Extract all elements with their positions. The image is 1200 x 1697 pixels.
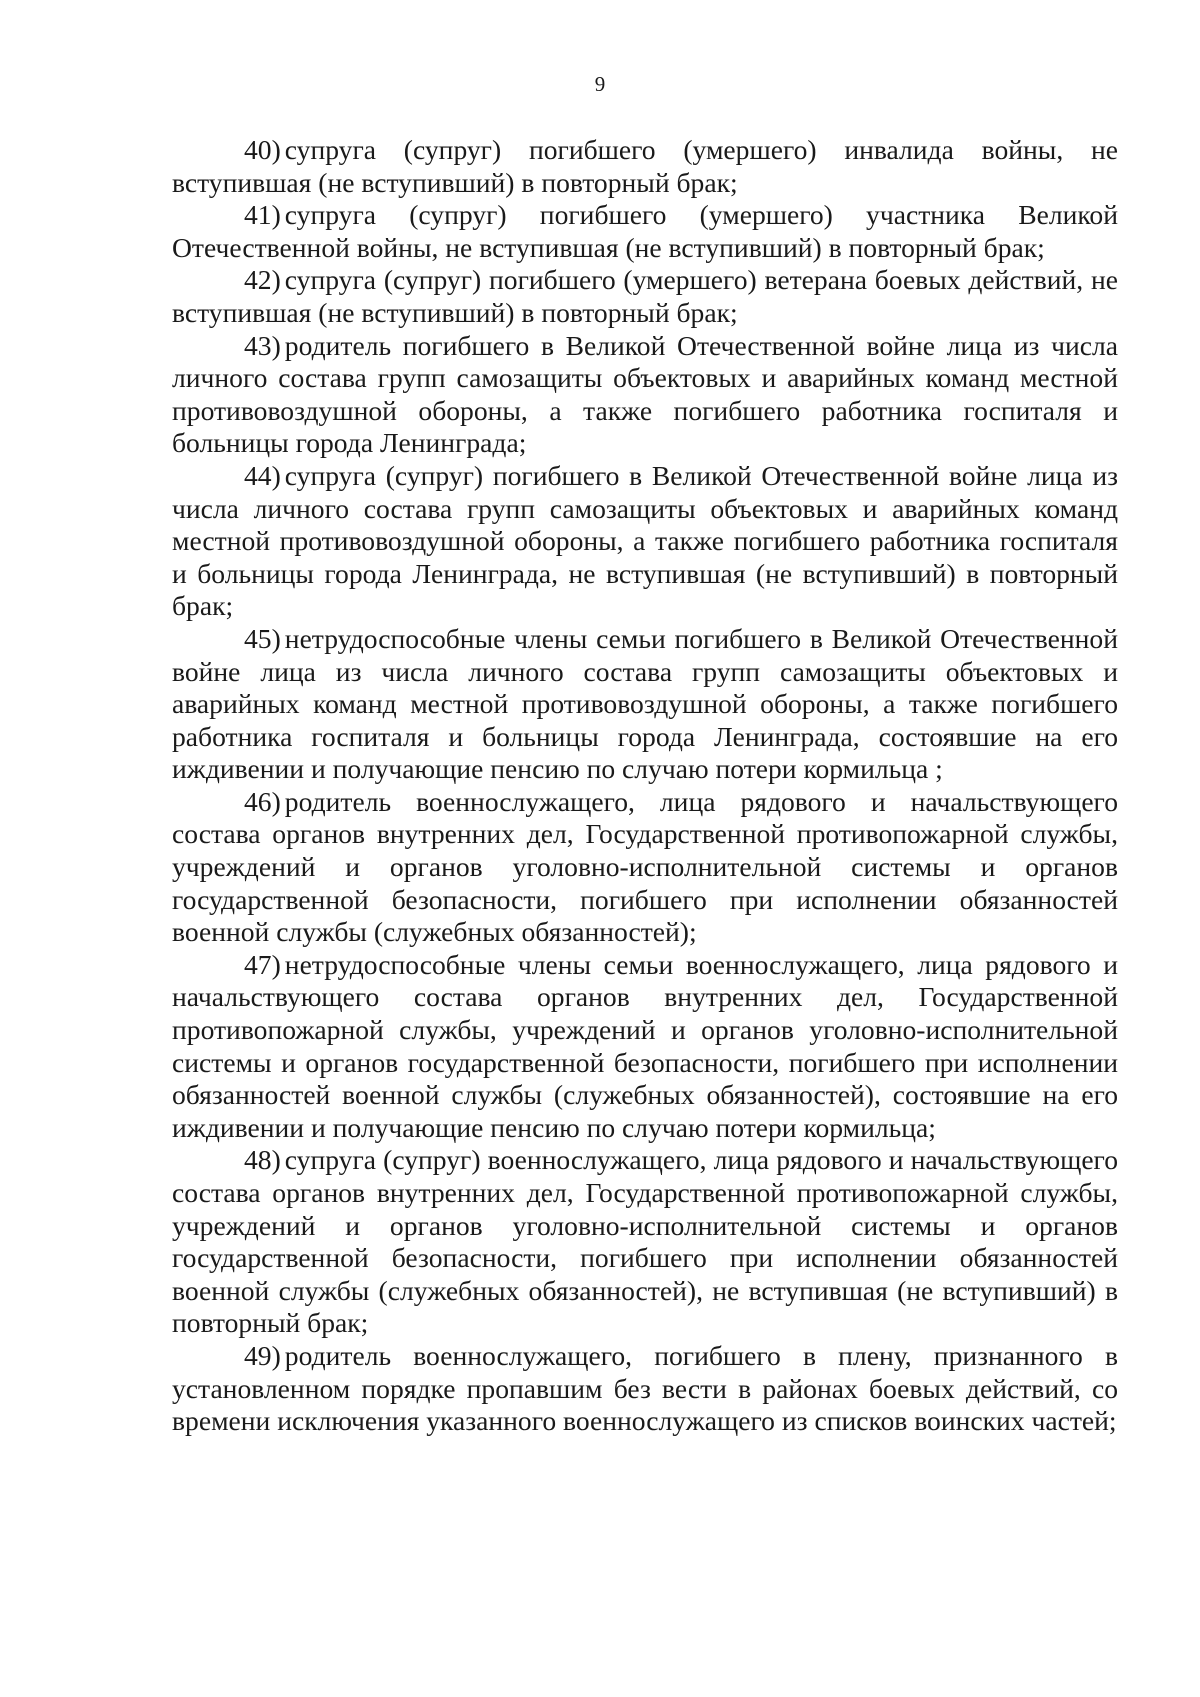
item-text: родитель военнослужащего, лица рядового и начальствующего состава органов внутренних дел, Государственной противопожарной службы, учреждений и органов уголовно-исполнительной системы и органов государственной безопасности, погибшего при исполнении обязанностей военной службы (служебных обязанностей); bbox=[172, 785, 1118, 948]
item-text: нетрудоспособные члены семьи военнослужащего, лица рядового и начальствующего состава органов внутренних дел, Государственной противопожарной службы, учреждений и органов уголовно-исполнительной системы и органов государственной безопасности, погибшего при исполнении обязанностей военной службы (служебных обязанностей), состоявшие на его иждивении и получающие пенсию по случаю потери кормильца; bbox=[172, 948, 1118, 1143]
page-number: 9 bbox=[594, 72, 606, 96]
list-item-41 bbox=[172, 199, 1118, 264]
list-item-46 bbox=[172, 786, 1118, 949]
item-text: супруга (супруг) погибшего в Великой Отечественной войне лица из числа личного состава групп самозащиты объектовых и аварийных команд местной противовоздушной обороны, а также погибшего работника госпиталя и больницы города Ленинграда, не вступившая (не вступивший) в повторный брак; bbox=[172, 459, 1118, 622]
item-number: 45) bbox=[244, 622, 281, 654]
list-item-47 bbox=[172, 949, 1118, 1145]
list-body bbox=[172, 134, 1118, 1438]
item-text: супруга (супруг) погибшего (умершего) участника Великой Отечественной войны, не вступившая (не вступивший) в повторный брак; bbox=[172, 199, 1118, 263]
list-item-43 bbox=[172, 330, 1118, 460]
item-number: 43) bbox=[244, 329, 281, 361]
item-number: 40) bbox=[244, 134, 281, 165]
item-number: 41) bbox=[244, 199, 281, 231]
item-text: супруга (супруг) погибшего (умершего) инвалида войны, не вступившая (не вступивший) в повторный брак; bbox=[172, 134, 1118, 198]
list-item-44 bbox=[172, 460, 1118, 623]
item-number: 48) bbox=[244, 1144, 281, 1176]
item-text: нетрудоспособные члены семьи погибшего в Великой Отечественной войне лица из числа личного состава групп самозащиты объектовых и аварийных команд местной противовоздушной обороны, а также погибшего работника госпиталя и больницы города Ленинграда, состоявшие на его иждивении и получающие пенсию по случаю потери кормильца ; bbox=[172, 622, 1118, 785]
list-item-42 bbox=[172, 264, 1118, 329]
item-number: 46) bbox=[244, 785, 281, 817]
list-item-48 bbox=[172, 1144, 1118, 1340]
item-text: супруга (супруг) военнослужащего, лица рядового и начальствующего состава органов внутренних дел, Государственной противопожарной службы, учреждений и органов уголовно-исполнительной системы и органов государственной безопасности, погибшего при исполнении обязанностей военной службы (служебных обязанностей), не вступившая (не вступивший) в повторный брак; bbox=[172, 1144, 1118, 1339]
item-text: родитель погибшего в Великой Отечественной войне лица из числа личного состава групп самозащиты объектовых и аварийных команд местной противовоздушной обороны, а также погибшего работника госпиталя и больницы города Ленинграда; bbox=[172, 329, 1118, 459]
item-number: 44) bbox=[244, 459, 281, 491]
item-text: супруга (супруг) погибшего (умершего) ветерана боевых действий, не вступившая (не вступивший) в повторный брак; bbox=[172, 264, 1118, 328]
item-number: 42) bbox=[244, 264, 281, 296]
item-text: родитель военнослужащего, погибшего в плену, признанного в установленном порядке пропавшим без вести в районах боевых действий, со времени исключения указанного военнослужащего из списков воинских частей; bbox=[172, 1339, 1118, 1437]
list-item-45 bbox=[172, 623, 1118, 786]
list-item-40 bbox=[172, 134, 1118, 199]
list-item-49 bbox=[172, 1340, 1118, 1438]
item-number: 47) bbox=[244, 948, 281, 980]
item-number: 49) bbox=[244, 1339, 281, 1371]
